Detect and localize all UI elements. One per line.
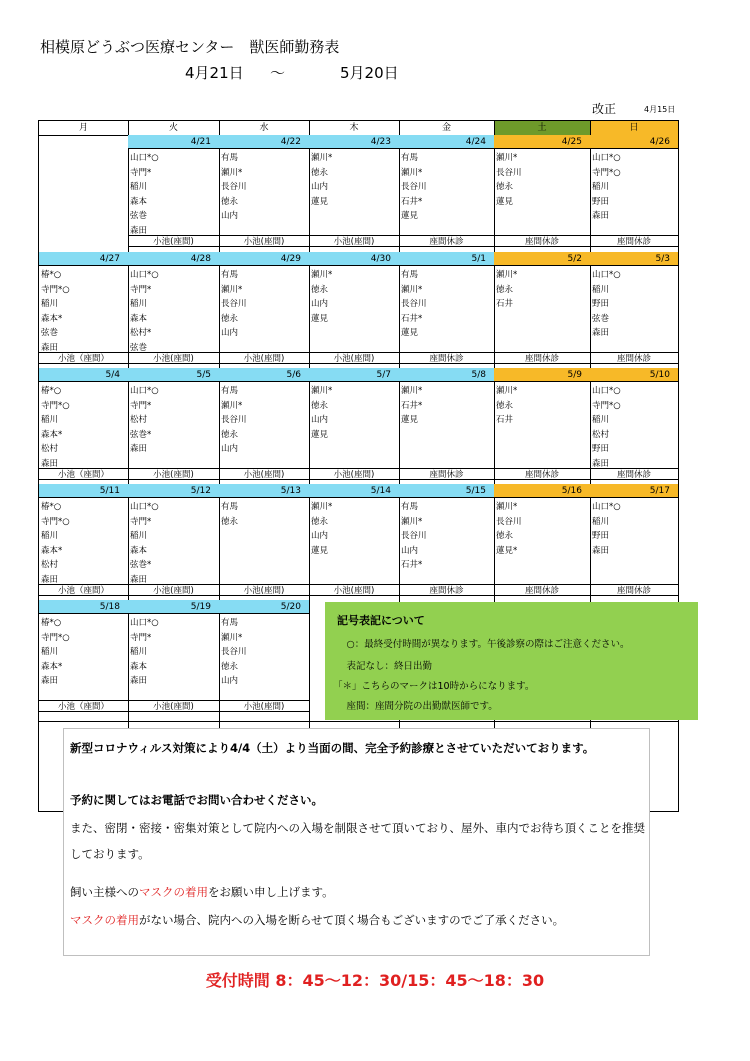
- doctor-name: 徳永: [496, 531, 514, 541]
- legend-title: 記号表記について: [337, 614, 425, 627]
- notice-mask-request: 飼い主様へのマスクの着用をお願い申し上げます。: [70, 885, 334, 899]
- doctor-name: 稲川: [130, 531, 148, 541]
- doctor-name: 森本: [130, 196, 148, 207]
- doctor-name: 瀬川*: [496, 502, 518, 512]
- day-cell: [128, 252, 219, 368]
- day-cell: [399, 252, 494, 368]
- zama-branch-note: 小池(座間): [309, 352, 399, 364]
- doctor-name: 徳永: [311, 400, 329, 411]
- doctor-name: 寺門*○: [41, 400, 70, 411]
- doctor-name: 松村: [130, 415, 148, 425]
- doctor-name: 森田: [130, 676, 148, 686]
- zama-branch-note: 小池(座間): [219, 584, 309, 596]
- doctor-name: 山内: [221, 444, 239, 454]
- doctor-name: 長谷川: [221, 415, 247, 425]
- doctor-name: 山口*○: [130, 270, 159, 280]
- doctor-name: 長谷川: [496, 167, 522, 178]
- doctor-name: 瀬川*: [311, 153, 333, 163]
- day-date: 4/24: [399, 135, 494, 149]
- day-date: 5/1: [399, 252, 494, 266]
- doctor-name: 森田: [592, 545, 610, 556]
- weekday-header: 日: [590, 121, 678, 135]
- day-cell: [309, 252, 399, 368]
- doctor-name: 瀬川*: [496, 153, 518, 163]
- zama-branch-note: 小池(座間): [128, 235, 219, 247]
- doctor-name: 蓮見*: [496, 545, 518, 556]
- day-date: 5/11: [39, 484, 128, 498]
- doctor-name: 弦巻: [592, 313, 610, 324]
- zama-branch-note: 座間休診: [399, 468, 494, 480]
- weekday-header: 土: [494, 121, 590, 135]
- day-date: 4/30: [309, 252, 399, 266]
- weekday-header: 月: [78, 123, 88, 133]
- doctor-name: 石井: [496, 415, 514, 425]
- doctor-name: 瀬川*: [401, 284, 423, 295]
- weekday-header: 水: [259, 123, 269, 133]
- doctor-name: 瀬川*: [401, 386, 423, 396]
- doctor-list: [130, 616, 159, 689]
- week-row: [39, 484, 678, 600]
- doctor-name: 石井: [496, 299, 514, 309]
- doctor-name: 瀬川*: [311, 502, 333, 512]
- doctor-name: 徳永: [496, 284, 514, 295]
- day-date: 5/8: [399, 368, 494, 382]
- doctor-name: 寺門*: [130, 632, 152, 643]
- doctor-name: 山口*○: [130, 618, 159, 628]
- doctor-name: 有馬: [401, 270, 419, 280]
- doctor-name: 野田: [592, 196, 610, 207]
- doctor-name: 有馬: [221, 153, 239, 163]
- day-date: 5/14: [309, 484, 399, 498]
- doctor-name: 森田: [130, 225, 148, 236]
- doctor-name: 徳永: [496, 182, 514, 192]
- doctor-name: 森本: [130, 545, 148, 556]
- zama-branch-note: 小池（座間）: [39, 352, 128, 364]
- doctor-list: [311, 500, 332, 558]
- zama-branch-note: 小池（座間）: [39, 468, 128, 480]
- doctor-name: 山口*○: [130, 502, 159, 512]
- doctor-list: [401, 500, 427, 573]
- doctor-name: 松村: [592, 429, 610, 440]
- period-end: 5月20日: [340, 64, 399, 82]
- doctor-name: 森本: [130, 313, 148, 324]
- doctor-name: 弦巻: [41, 328, 59, 338]
- day-cell: [590, 252, 678, 368]
- doctor-name: 山口*○: [592, 153, 621, 163]
- doctor-name: 長谷川: [221, 299, 247, 309]
- day-date: 5/3: [590, 252, 678, 266]
- week-row: [39, 252, 678, 368]
- day-date: 5/13: [219, 484, 309, 498]
- notice-phone: 予約に関してはお電話でお問い合わせください。: [70, 793, 323, 807]
- doctor-name: 稲川: [130, 647, 148, 657]
- doctor-name: 長谷川: [401, 531, 427, 541]
- doctor-name: 徳永: [221, 429, 239, 440]
- legend-box: [325, 602, 698, 720]
- zama-branch-note: 座間休診: [494, 468, 590, 480]
- notice-reservation: 新型コロナウィルス対策により4/4（土）より当面の間、完全予約診療とさせていただいております。: [70, 741, 595, 755]
- day-date: 5/9: [494, 368, 590, 382]
- zama-branch-note: 小池(座間): [309, 235, 399, 247]
- page-title: 相模原どうぶつ医療センター 獣医師勤務表: [40, 38, 340, 56]
- day-cell: [39, 484, 128, 600]
- doctor-name: 石井*: [401, 196, 423, 207]
- doctor-name: 野田: [592, 531, 610, 541]
- zama-branch-note: 座間休診: [399, 235, 494, 247]
- doctor-name: 山内: [311, 182, 329, 192]
- day-date: 5/5: [128, 368, 219, 382]
- doctor-name: 森田: [130, 444, 148, 454]
- doctor-name: 山口*○: [592, 386, 621, 396]
- zama-branch-note: 小池(座間): [128, 584, 219, 596]
- doctor-name: 瀬川*: [221, 632, 243, 643]
- day-date: 4/22: [219, 135, 309, 149]
- doctor-name: 瀬川*: [496, 386, 518, 396]
- doctor-name: 長谷川: [401, 182, 427, 192]
- doctor-name: 蓮見: [311, 545, 329, 556]
- doctor-name: 徳永: [221, 661, 239, 672]
- zama-branch-note: 小池(座間): [219, 700, 309, 712]
- doctor-name: 長谷川: [221, 647, 247, 657]
- doctor-name: 椿*○: [41, 502, 62, 512]
- period-separator: ～: [270, 64, 286, 82]
- weekday-header: 金: [441, 123, 451, 133]
- doctor-list: [221, 384, 247, 457]
- legend-line: 座間：座間分院の出勤獣医師です。: [337, 701, 498, 712]
- zama-branch-note: 座間休診: [590, 584, 678, 596]
- doctor-name: 蓮見: [311, 313, 329, 324]
- day-cell: [494, 135, 590, 251]
- doctor-name: 森田: [592, 458, 610, 469]
- doctor-name: 椿*○: [41, 386, 62, 396]
- zama-branch-note: 小池(座間): [309, 584, 399, 596]
- zama-branch-note: 座間休診: [494, 235, 590, 247]
- doctor-name: 寺門*○: [41, 516, 70, 527]
- day-date: 5/20: [219, 600, 309, 614]
- doctor-name: 森本: [130, 661, 148, 672]
- revise-label: 改正: [592, 102, 617, 116]
- doctor-list: [311, 151, 332, 209]
- day-cell: [494, 484, 590, 600]
- zama-branch-note: 小池（座間）: [39, 584, 128, 596]
- doctor-list: [41, 384, 70, 471]
- doctor-name: 野田: [592, 299, 610, 309]
- day-cell: [219, 600, 309, 716]
- doctor-name: 稲川: [592, 415, 610, 425]
- doctor-name: 長谷川: [496, 516, 522, 527]
- zama-branch-note: 座間休診: [494, 352, 590, 364]
- doctor-list: [221, 500, 238, 529]
- doctor-name: 弦巻*: [130, 560, 152, 570]
- day-date: 4/26: [590, 135, 678, 149]
- legend-line: 表記なし：終日出勤: [337, 661, 433, 672]
- day-date: 5/18: [39, 600, 128, 614]
- doctor-list: [311, 268, 332, 326]
- doctor-list: [401, 384, 422, 428]
- doctor-name: 瀬川*: [311, 386, 333, 396]
- day-date: 5/17: [590, 484, 678, 498]
- day-date: 4/28: [128, 252, 219, 266]
- doctor-name: 瀬川*: [221, 167, 243, 178]
- day-cell: [399, 135, 494, 251]
- day-cell: [39, 368, 128, 484]
- doctor-list: [130, 384, 159, 457]
- day-date: 4/23: [309, 135, 399, 149]
- doctor-name: 山内: [401, 545, 419, 556]
- doctor-name: 山口*○: [130, 386, 159, 396]
- doctor-name: 山内: [221, 328, 239, 338]
- day-cell: [590, 484, 678, 600]
- doctor-name: 森本*: [41, 661, 63, 672]
- doctor-name: 瀬川*: [401, 516, 423, 527]
- day-date: 5/6: [219, 368, 309, 382]
- doctor-list: [592, 151, 621, 224]
- doctor-name: 稲川: [592, 182, 610, 192]
- doctor-name: 稲川: [41, 299, 59, 309]
- doctor-name: 瀬川*: [221, 400, 243, 411]
- day-date: 4/21: [128, 135, 219, 149]
- notice-entry: また、密閉・密接・密集対策として院内への入場を制限させて頂いており、屋外、車内でお待ち頂くことを推奨しております。: [70, 821, 645, 861]
- doctor-name: 寺門*○: [41, 632, 70, 643]
- doctor-name: 寺門*: [130, 516, 152, 527]
- doctor-list: [592, 500, 621, 558]
- doctor-name: 弦巻: [130, 342, 148, 353]
- doctor-name: 森本*: [41, 545, 63, 556]
- doctor-name: 森田: [130, 574, 148, 585]
- day-cell: [494, 368, 590, 484]
- doctor-name: 弦巻*: [130, 429, 152, 440]
- doctor-name: 石井*: [401, 560, 423, 570]
- doctor-name: 森田: [41, 458, 59, 469]
- doctor-list: [496, 500, 522, 558]
- doctor-name: 徳永: [311, 167, 329, 178]
- doctor-name: 稲川: [592, 516, 610, 527]
- doctor-name: 森田: [592, 211, 610, 221]
- zama-branch-note: 座間休診: [399, 352, 494, 364]
- day-date: 5/7: [309, 368, 399, 382]
- doctor-list: [41, 500, 70, 587]
- doctor-name: 蓮見: [401, 415, 419, 425]
- day-date: 5/2: [494, 252, 590, 266]
- doctor-list: [496, 384, 517, 428]
- day-date: 4/29: [219, 252, 309, 266]
- doctor-name: 蓮見: [311, 196, 329, 207]
- doctor-list: [130, 151, 159, 238]
- doctor-name: 森田: [41, 342, 59, 353]
- doctor-name: 松村: [41, 444, 59, 454]
- day-cell: [128, 135, 219, 251]
- doctor-name: 椿*○: [41, 618, 62, 628]
- doctor-name: 山口*○: [592, 270, 621, 280]
- day-date: 5/15: [399, 484, 494, 498]
- doctor-name: 徳永: [221, 313, 239, 324]
- day-date: 5/16: [494, 484, 590, 498]
- doctor-name: 長谷川: [401, 299, 427, 309]
- doctor-name: 有馬: [221, 502, 239, 512]
- doctor-list: [221, 268, 247, 341]
- doctor-name: 森本*: [41, 429, 63, 440]
- doctor-name: 森本*: [41, 313, 63, 324]
- doctor-name: 山内: [311, 531, 329, 541]
- doctor-name: 山内: [221, 211, 239, 221]
- doctor-list: [496, 151, 522, 209]
- doctor-list: [401, 268, 427, 341]
- zama-branch-note: 小池(座間): [128, 700, 219, 712]
- doctor-name: 蓮見: [401, 211, 419, 221]
- doctor-name: 稲川: [592, 284, 610, 295]
- doctor-name: 蓮見: [496, 196, 514, 207]
- doctor-list: [401, 151, 427, 224]
- doctor-name: 有馬: [401, 502, 419, 512]
- doctor-name: 徳永: [311, 516, 329, 527]
- day-cell: [399, 368, 494, 484]
- doctor-name: 有馬: [221, 386, 239, 396]
- doctor-name: 石井*: [401, 313, 423, 324]
- doctor-list: [41, 616, 70, 689]
- doctor-name: 徳永: [496, 400, 514, 411]
- zama-branch-note: 小池(座間): [309, 468, 399, 480]
- reception-hours: 受付時間 8：45～12：30/15：45～18：30: [205, 971, 545, 990]
- doctor-name: 蓮見: [311, 429, 329, 440]
- notice-mask-warning: マスクの着用がない場合、院内への入場を断らせて頂く場合もございますのでご了承ください。: [70, 913, 565, 927]
- doctor-name: 長谷川: [221, 182, 247, 192]
- weekday-header: 木: [349, 123, 359, 133]
- day-cell: [309, 484, 399, 600]
- zama-branch-note: 座間休診: [590, 235, 678, 247]
- doctor-list: [41, 268, 70, 355]
- week-row: [39, 135, 678, 251]
- doctor-name: 寺門*: [130, 400, 152, 411]
- doctor-list: [221, 616, 247, 689]
- doctor-name: 石井*: [401, 400, 423, 411]
- day-cell: [494, 252, 590, 368]
- day-date: 5/10: [590, 368, 678, 382]
- doctor-name: 稲川: [41, 415, 59, 425]
- period-start: 4月21日: [185, 64, 244, 82]
- zama-branch-note: 小池（座間）: [39, 700, 128, 712]
- doctor-list: [130, 268, 159, 355]
- doctor-name: 寺門*○: [592, 167, 621, 178]
- doctor-name: 寺門*: [130, 284, 152, 295]
- zama-branch-note: 座間休診: [399, 584, 494, 596]
- day-date: 5/19: [128, 600, 219, 614]
- doctor-name: 松村: [41, 560, 59, 570]
- day-cell: [128, 368, 219, 484]
- zama-branch-note: 小池(座間): [219, 468, 309, 480]
- doctor-name: 寺門*○: [592, 400, 621, 411]
- doctor-name: 野田: [592, 444, 610, 454]
- doctor-name: 稲川: [130, 299, 148, 309]
- row-divider: [39, 721, 678, 722]
- doctor-name: 松村*: [130, 328, 152, 338]
- day-cell: [219, 368, 309, 484]
- doctor-name: 稲川: [41, 531, 59, 541]
- day-cell: [399, 484, 494, 600]
- zama-branch-note: 座間休診: [494, 584, 590, 596]
- doctor-name: 瀬川*: [496, 270, 518, 280]
- doctor-list: [592, 384, 621, 471]
- day-cell: [590, 368, 678, 484]
- covid-notice: [63, 728, 650, 956]
- day-cell: [39, 135, 128, 251]
- doctor-name: 瀬川*: [311, 270, 333, 280]
- doctor-name: 稲川: [41, 647, 59, 657]
- doctor-list: [592, 268, 621, 341]
- legend-line: 「＊」こちらのマークは10時からになります。: [333, 681, 535, 692]
- doctor-name: 森田: [41, 574, 59, 585]
- weekday-header-row: [39, 121, 678, 136]
- day-cell: [309, 135, 399, 251]
- doctor-name: 稲川: [130, 182, 148, 192]
- day-cell: [590, 135, 678, 251]
- doctor-name: 蓮見: [401, 328, 419, 338]
- doctor-name: 森田: [592, 328, 610, 338]
- day-date: 4/25: [494, 135, 590, 149]
- doctor-name: 徳永: [221, 196, 239, 207]
- doctor-name: 椿*○: [41, 270, 62, 280]
- doctor-name: 山内: [311, 415, 329, 425]
- doctor-name: 弦巻: [130, 211, 148, 221]
- zama-branch-note: 小池(座間): [219, 235, 309, 247]
- doctor-list: [311, 384, 332, 442]
- day-cell: [39, 252, 128, 368]
- doctor-name: 山口*○: [130, 153, 159, 163]
- day-cell: [219, 135, 309, 251]
- week-row: [39, 368, 678, 484]
- revise-date: 4月15日: [644, 105, 676, 114]
- doctor-name: 有馬: [221, 270, 239, 280]
- doctor-name: 山口*○: [592, 502, 621, 512]
- day-date: 5/12: [128, 484, 219, 498]
- doctor-name: 有馬: [221, 618, 239, 628]
- weekday-header: 火: [168, 123, 178, 133]
- doctor-name: 瀬川*: [221, 284, 243, 295]
- doctor-list: [221, 151, 247, 224]
- day-cell: [219, 484, 309, 600]
- day-date: 5/4: [39, 368, 128, 382]
- doctor-list: [496, 268, 517, 312]
- doctor-name: 山内: [311, 299, 329, 309]
- day-cell: [39, 600, 128, 716]
- day-cell: [219, 252, 309, 368]
- doctor-name: 瀬川*: [401, 167, 423, 178]
- doctor-name: 有馬: [401, 153, 419, 163]
- zama-branch-note: 小池(座間): [219, 352, 309, 364]
- doctor-name: 徳永: [311, 284, 329, 295]
- day-cell: [128, 600, 219, 716]
- day-cell: [309, 368, 399, 484]
- doctor-name: 山内: [221, 676, 239, 686]
- zama-branch-note: 座間休診: [590, 352, 678, 364]
- doctor-list: [130, 500, 159, 587]
- doctor-name: 森田: [41, 676, 59, 686]
- day-date: 4/27: [39, 252, 128, 266]
- zama-branch-note: 小池(座間): [128, 352, 219, 364]
- day-cell: [128, 484, 219, 600]
- zama-branch-note: 小池(座間): [128, 468, 219, 480]
- doctor-name: 徳永: [221, 516, 239, 527]
- legend-line: ○：最終受付時間が異なります。午後診察の際はご注意ください。: [337, 639, 630, 650]
- doctor-name: 寺門*○: [41, 284, 70, 295]
- doctor-name: 寺門*: [130, 167, 152, 178]
- zama-branch-note: 座間休診: [590, 468, 678, 480]
